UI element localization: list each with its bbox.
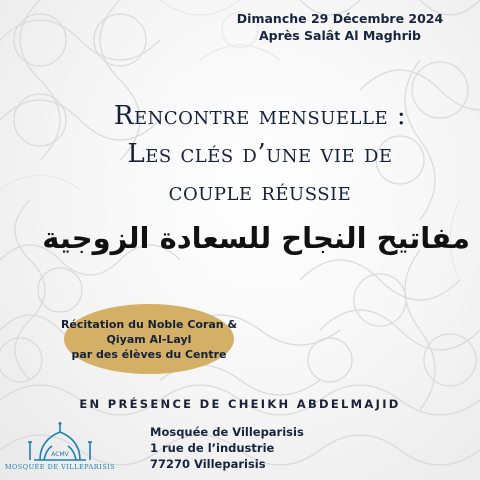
event-title	[40, 97, 480, 211]
logo-caption: MOSQUÉE DE VILLEPARISIS	[4, 463, 116, 471]
badge-line-1: Récitation du Noble Coran &	[60, 317, 238, 331]
event-date: Dimanche 29 Décembre 2024	[236, 11, 444, 26]
mosque-street: 1 rue de l’industrie	[150, 441, 275, 455]
speaker-presence: EN PRÉSENCE DE CHEIKH ABDELMAJID	[79, 397, 401, 411]
badge-line-2: Qiyam Al-Layl	[106, 332, 192, 346]
arabic-title: مفاتيح النجاح للسعادة الزوجية	[42, 221, 470, 255]
logo-initials: ACMV	[51, 451, 69, 458]
title-line-1: Rencontre mensuelle :	[113, 101, 407, 131]
mosque-address	[150, 424, 350, 472]
event-time: Après Salât Al Maghrib	[259, 28, 421, 43]
mosque-city: 77270 Villeparisis	[150, 457, 266, 471]
badge-line-3: par des élèves du Centre	[71, 347, 227, 361]
title-line-2: Les clés d’une vie de	[127, 139, 393, 169]
event-date-block	[230, 10, 450, 44]
recitation-badge	[60, 304, 238, 374]
mosque-name: Mosquée de Villeparisis	[150, 425, 304, 439]
title-line-3: couple réussie	[168, 177, 352, 207]
